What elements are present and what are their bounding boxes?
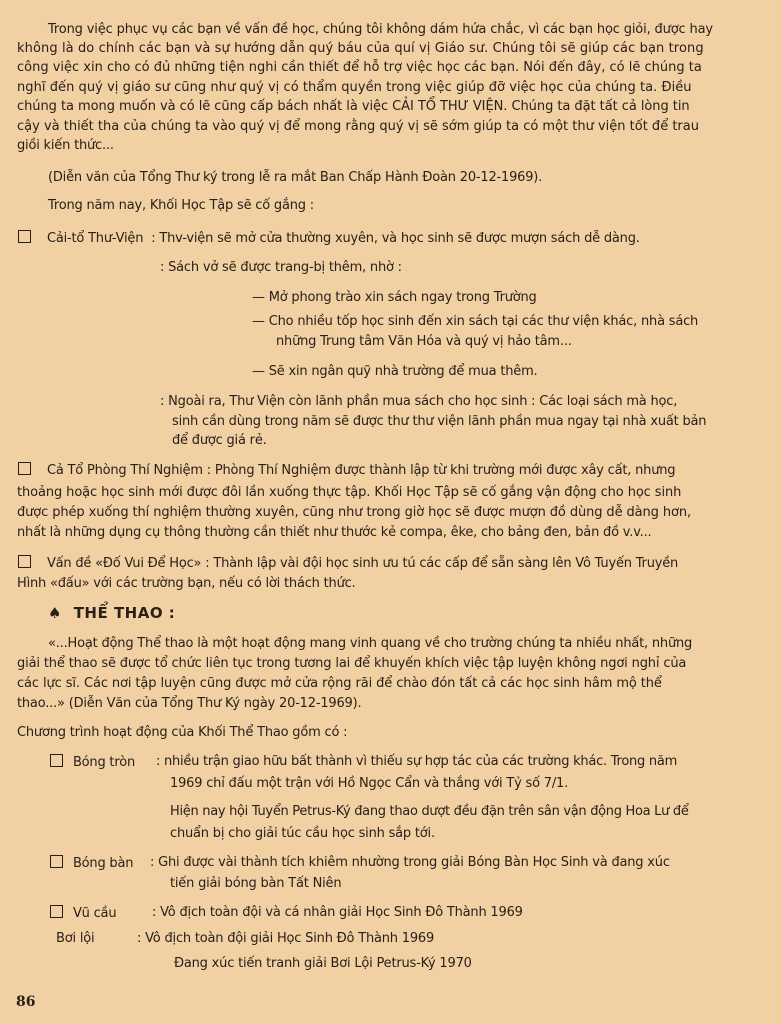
swimming-line-1: : Vô địch toàn đội giải Học Sinh Đô Thành 1969	[137, 931, 435, 946]
football-label-row	[50, 754, 135, 771]
quiz-line-1: Vấn đề «Đố Vui Để Học» : Thành lập vài đội học sinh ưu tú các cấp để sẵn sàng lên Vô Tuyến Truyền	[46, 556, 679, 571]
library-note-1: : Ngoài ra, Thư Viện còn lãnh phần mua sách cho học sinh : Các loại sách mà học,	[160, 394, 678, 409]
intro-line-3: công việc xin cho có đủ những tiện nghi cần thiết để hỗ trợ việc học các bạn. Nói đến đây, có lẽ chúng ta	[17, 60, 702, 75]
lab-row-1	[18, 462, 675, 479]
program-intro: Chương trình hoạt động của Khối Thể Thao gồm có :	[17, 725, 348, 740]
library-line-2: : Sách vở sẽ được trang-bị thêm, nhờ :	[160, 260, 402, 275]
library-dash-3: — Sẽ xin ngân quỹ nhà trường để mua thêm.	[252, 364, 538, 379]
quiz-row-1	[18, 555, 678, 572]
checkbox-icon	[50, 905, 63, 918]
library-dash-1: — Mở phong trào xin sách ngay trong Trường	[252, 290, 537, 305]
badminton-label: Vũ cầu	[72, 906, 117, 921]
football-line-4: chuẩn bị cho giải túc cầu học sinh sắp tới.	[170, 826, 435, 841]
lab-line-4: nhất là những dụng cụ thông thường cần thiết như thước kẻ compa, êke, cho bảng đen, bản đồ v.v...	[17, 525, 652, 540]
page-number: 86	[16, 994, 36, 1010]
checkbox-icon	[50, 855, 63, 868]
lab-line-3: được phép xuống thí nghiệm thường xuyên, cũng như trong giờ học sẽ được mượn đồ dùng dễ dàng hơn,	[17, 505, 692, 520]
checkbox-icon	[18, 230, 31, 243]
football-line-1: : nhiều trận giao hữu bất thành vì thiếu sự hợp tác của các trường khác. Trong năm	[156, 754, 678, 769]
intro-line-6: cậy và thiết tha của chúng ta vào quý vị để mong rằng quý vị sẽ sớm giúp ta có một thư viện tốt để trau	[17, 119, 699, 134]
library-note-2: sinh cần dùng trong năm sẽ được thư thư viện lãnh phần mua ngay tại nhà xuất bản	[172, 414, 707, 429]
pingpong-label: Bóng bàn	[72, 856, 134, 871]
pingpong-line-1: : Ghi được vài thành tích khiêm nhường trong giải Bóng Bàn Học Sinh và đang xúc	[150, 855, 670, 870]
football-line-2: 1969 chỉ đấu một trận với Hồ Ngọc Cẩn và thắng với Tỷ số 7/1.	[170, 776, 569, 791]
sports-heading: THỂ THAO :	[73, 604, 176, 622]
lab-line-2: thoảng hoặc học sinh mới được đôi lần xuống thực tập. Khối Học Tập sẽ cố gắng vận động cho học sinh	[17, 485, 682, 500]
citation-1: (Diễn văn của Tổng Thư ký trong lễ ra mắt Ban Chấp Hành Đoàn 20-12-1969).	[48, 170, 543, 185]
badminton-label-row	[50, 905, 116, 922]
library-title: Cải-tổ Thư-Viện	[46, 231, 144, 246]
swimming-line-2: Đang xúc tiến tranh giải Bơi Lội Petrus-Ký 1970	[174, 956, 472, 971]
checkbox-icon	[50, 754, 63, 767]
intro-line-2: không là do chính các bạn và sự hướng dẫn quý báu của quí vị Giáo sư. Chúng tôi sẽ giúp các bạn trong	[17, 41, 704, 56]
football-label: Bóng tròn	[72, 755, 135, 770]
intro-line-4: nghĩ đến quý vị giáo sư cũng như quý vị có thẩm quyền trong việc giúp đỡ việc học của chúng ta. Điều	[17, 80, 692, 95]
intro-line-1: Trong việc phục vụ các bạn về vấn đề học, chúng tôi không dám hứa chắc, vì các bạn học giỏi, được hay	[48, 22, 713, 37]
library-title-row	[18, 230, 640, 247]
intro-line-5: chúng ta mong muốn và có lẽ cũng cấp bách nhất là việc CẢI TỔ THƯ VIỆN. Chúng ta đặt tất cả lòng tin	[17, 99, 690, 114]
swimming-label: Bơi lội	[56, 931, 95, 946]
sports-heading-row	[48, 603, 175, 623]
spade-icon: ♠	[48, 604, 62, 622]
lab-line-1: Cả Tổ Phòng Thí Nghiệm : Phòng Thí Nghiệm được thành lập từ khi trường mới được xây cất, nhưng	[46, 463, 676, 478]
lead-text: Trong năm nay, Khối Học Tập sẽ cố gắng :	[48, 198, 314, 213]
library-dash-2b: những Trung tâm Văn Hóa và quý vị hảo tâm...	[276, 334, 572, 349]
checkbox-icon	[18, 462, 31, 475]
sports-quote-3: các lực sĩ. Các nơi tập luyện cũng được mở cửa rộng rãi để chào đón tất cả các học sinh hâm mộ thể	[17, 676, 662, 691]
badminton-line-1: : Vô địch toàn đội và cá nhân giải Học Sinh Đô Thành 1969	[152, 905, 523, 920]
football-line-3: Hiện nay hội Tuyển Petrus-Ký đang thao dượt đều đặn trên sân vận động Hoa Lư để	[170, 804, 689, 819]
pingpong-label-row	[50, 855, 133, 872]
library-dash-2a: — Cho nhiều tốp học sinh đến xin sách tại các thư viện khác, nhà sách	[252, 314, 699, 329]
intro-line-7: giồi kiến thức...	[17, 138, 114, 153]
checkbox-icon	[18, 555, 31, 568]
sports-quote-4: thao...» (Diễn Văn của Tổng Thư Ký ngày 20-12-1969).	[17, 696, 362, 711]
sports-quote-2: giải thể thao sẽ được tổ chức liên tục trong tương lai để khuyến khích việc tập luyện không ngơi nghỉ của	[17, 656, 687, 671]
pingpong-line-2: tiến giải bóng bàn Tất Niên	[170, 876, 342, 891]
quiz-line-2: Hình «đấu» với các trường bạn, nếu có lời thách thức.	[17, 576, 356, 591]
library-line-1: : Thv-viện sẽ mở cửa thường xuyên, và học sinh sẽ được mượn sách dễ dàng.	[151, 231, 640, 246]
library-note-3: để được giá rẻ.	[172, 433, 267, 448]
sports-quote-1: «...Hoạt động Thể thao là một hoạt động mang vinh quang về cho trường chúng ta nhiều nhất, những	[48, 636, 693, 651]
